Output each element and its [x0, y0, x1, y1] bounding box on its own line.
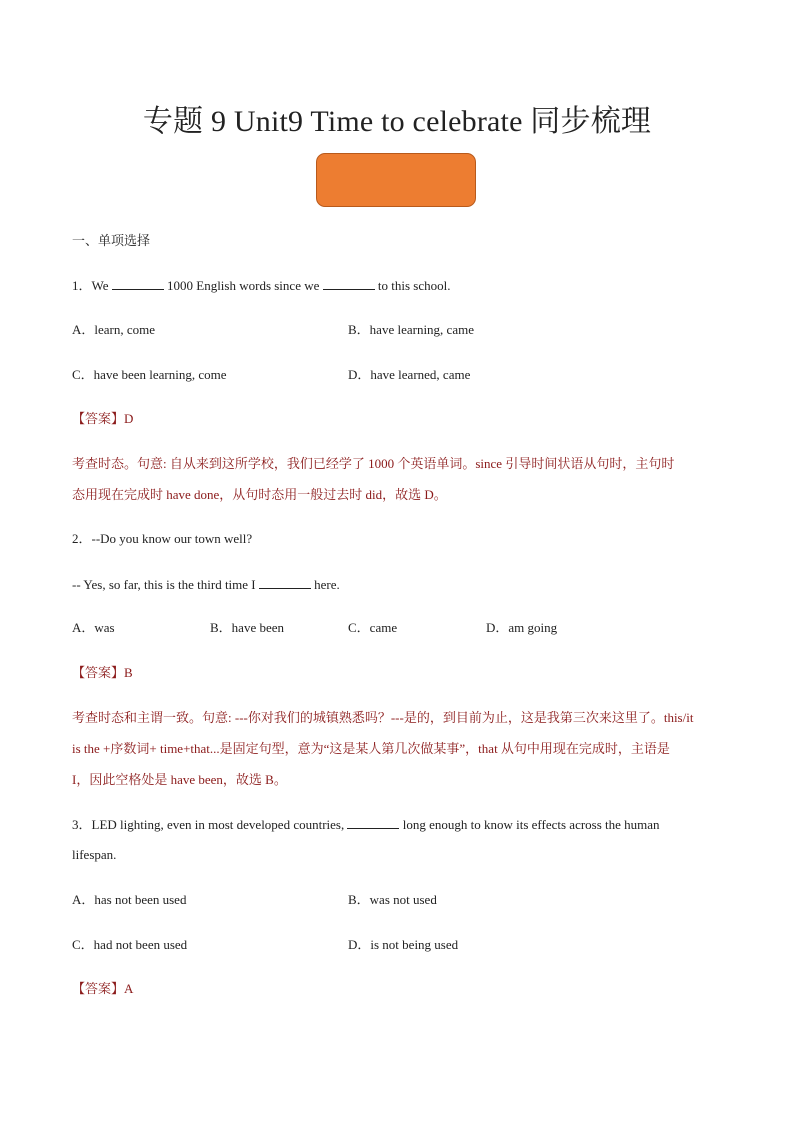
question-3-option-c: C．had not been used [72, 937, 188, 952]
question-1-explanation-line: 考查时态。句意: 自从来到这所学校，我们已经学了 1000 个英语单词。since 引导时间状语从句时，主句时 [72, 456, 675, 471]
question-1-stem-part-c: to this school. [374, 278, 451, 293]
question-1-option-a: A．learn, come [72, 322, 156, 337]
question-2-answer: 【答案】B [72, 665, 133, 680]
section-heading: 一、单项选择 [72, 233, 151, 248]
question-1-option-b: B．have learning, came [348, 322, 474, 337]
question-2-explanation-line: 考查时态和主谓一致。句意: ---你对我们的城镇熟悉吗？---是的，到目前为止，这是我第三次来这里了。this/it [72, 710, 694, 725]
question-1-option-d: D．have learned, came [348, 367, 471, 382]
question-3-stem-part-b: long enough to know its effects across the human [399, 817, 660, 832]
question-2-explanation-line: I，因此空格处是 have been，故选 B。 [72, 772, 287, 787]
question-2-stem-part-a: -- Yes, so far, this is the third time I [72, 577, 259, 592]
question-3-option-b: B．was not used [348, 892, 437, 907]
question-3-option-a: A．has not been used [72, 892, 187, 907]
question-2-option-d: D．am going [486, 620, 558, 635]
question-2-stem-line-2 [72, 576, 340, 593]
question-3-stem-line-1 [72, 816, 660, 833]
question-2-explanation-line: is the +序数词+ time+that...是固定句型，意为“这是某人第几次做某事”，that 从句中用现在完成时，主语是 [72, 741, 670, 756]
question-3-stem-line-2: lifespan. [72, 847, 117, 862]
question-1-option-c: C．have been learning, come [72, 367, 227, 382]
question-3-answer: 【答案】A [72, 981, 134, 996]
question-2-stem-line-1: 2．--Do you know our town well? [72, 531, 253, 546]
question-1-stem-part-b: 1000 English words since we [163, 278, 323, 293]
document-title: 专题 9 Unit9 Time to celebrate 同步梳理 [142, 105, 652, 138]
answer-blank [323, 277, 375, 290]
question-1-explanation-line: 态用现在完成时 have done，从句时态用一般过去时 did，故选 D。 [72, 487, 447, 502]
question-3-option-d: D．is not being used [348, 937, 459, 952]
answer-blank [347, 816, 399, 829]
question-2-option-b: B．have been [210, 620, 285, 635]
question-3-stem-part-a: 3．LED lighting, even in most developed countries, [72, 817, 348, 832]
question-2-option-c: C．came [348, 620, 398, 635]
question-2-stem-part-b: here. [310, 577, 340, 592]
answer-blank [112, 277, 164, 290]
question-1-answer: 【答案】D [72, 411, 134, 426]
answer-blank [259, 576, 311, 589]
question-2-option-a: A．was [72, 620, 115, 635]
question-1-stem-part-a: 1．We [72, 278, 112, 293]
title-banner [316, 153, 476, 207]
question-1-stem [72, 277, 450, 294]
